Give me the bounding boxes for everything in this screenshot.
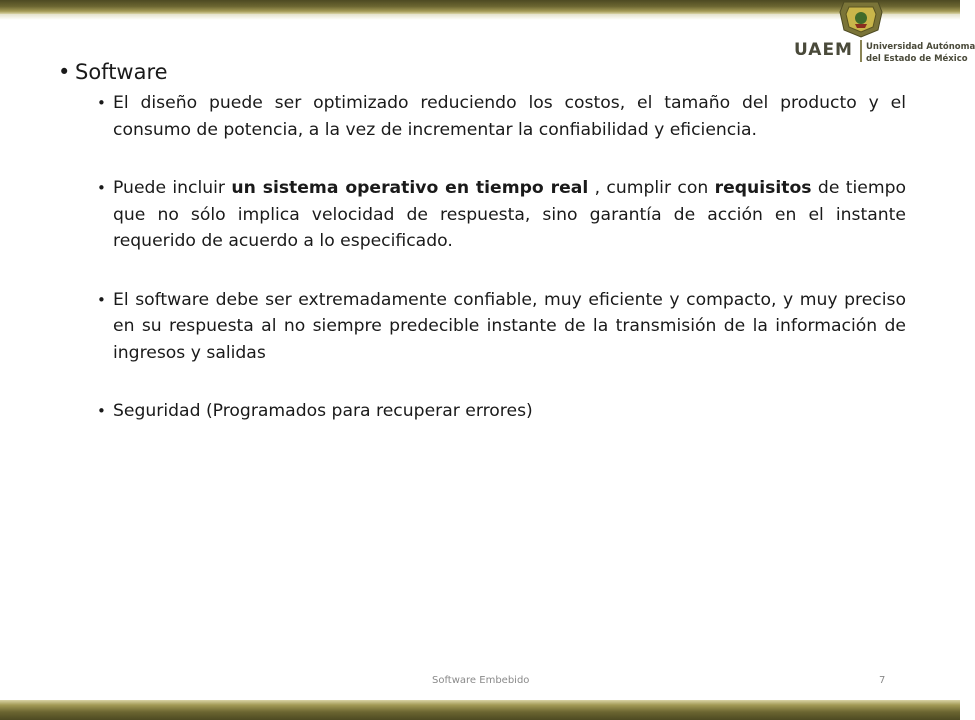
footer-title: Software Embebido	[432, 675, 530, 686]
emphasized-text: un sistema operativo en tiempo real	[231, 178, 589, 198]
university-seal-icon	[838, 0, 884, 38]
logo-university-line-1: Universidad Autónoma	[866, 42, 975, 52]
bullet-text: El diseño puede ser optimizado reduciendo los costos, el tamaño del producto y el consumo de potencia, a la vez de incrementar la confiabilidad y eficiencia.	[113, 93, 906, 140]
sub-bullet-list	[58, 90, 906, 425]
sub-bullet-item	[58, 398, 906, 425]
logo-acronym: UAEM	[794, 40, 853, 60]
slide-content	[58, 58, 906, 425]
bullet-icon: •	[58, 60, 71, 84]
logo-university-line-2: del Estado de México	[866, 54, 968, 64]
sub-bullet-item	[58, 287, 906, 367]
bullet-text: , cumplir con	[588, 178, 715, 198]
bullet-text: El software debe ser extremadamente confiable, muy eficiente y compacto, y muy preciso en su respuesta al no siempre predecible instante de la transmisión de la información de ingresos y salidas	[113, 289, 906, 363]
emphasized-text: requisitos	[714, 178, 812, 198]
bullet-text: Puede incluir	[113, 178, 232, 198]
bullet-text: de tiempo que no sólo implica velocidad de respuesta, sino garantía de acción en el instante requerido de acuerdo a lo especificado.	[113, 178, 907, 251]
page-number: 7	[879, 675, 886, 686]
bullet-icon: •	[97, 402, 106, 420]
bullet-icon: •	[97, 179, 106, 197]
sub-bullet-item	[58, 90, 906, 143]
main-bullet	[58, 58, 906, 86]
bullet-text: Seguridad (Programados para recuperar errores)	[113, 401, 533, 421]
sub-bullet-item	[58, 175, 906, 255]
bullet-icon: •	[97, 290, 106, 309]
bottom-decorative-band	[0, 700, 960, 720]
main-bullet-text: Software	[75, 60, 168, 84]
bullet-icon: •	[97, 94, 106, 112]
